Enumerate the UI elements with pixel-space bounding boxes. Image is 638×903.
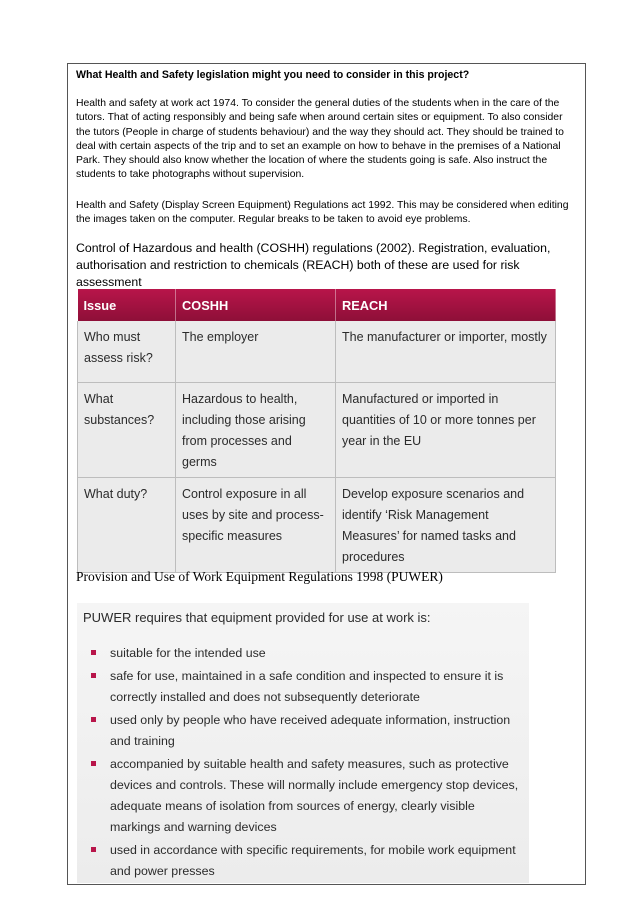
list-item [83,710,523,752]
page-heading: What Health and Safety legislation might you need to consider in this project? [76,69,470,81]
puwer-box [77,603,529,883]
table-cell-reach: The manufacturer or importer, mostly [336,321,556,383]
bullet-icon [91,761,96,766]
list-item [83,840,523,882]
table-header-row [78,289,556,321]
bullet-icon [91,673,96,678]
coshh-paragraph: Control of Hazardous and health (COSHH) regulations (2002). Registration, evaluation, authorisation and restriction to chemicals (REACH) both of these are used for risk assessment [76,241,551,289]
table-cell-coshh: Hazardous to health, including those arising from processes and germs [176,383,336,478]
table-cell-reach: Develop exposure scenarios and identify ‘Risk Management Measures’ for named tasks and procedures [336,478,556,573]
bullet-icon [91,650,96,655]
list-item [83,754,523,838]
table-cell-coshh: The employer [176,321,336,383]
table-row [78,383,556,478]
list-item [83,666,523,708]
header-reach: REACH [336,289,556,321]
puwer-intro: PUWER requires that equipment provided for use at work is: [83,610,431,625]
list-item-text: used in accordance with specific requirements, for mobile work equipment and power presses [110,843,516,878]
list-item-text: suitable for the intended use [110,646,266,660]
dse-paragraph: Health and Safety (Display Screen Equipment) Regulations act 1992. This may be considered when editing the images taken on the computer. Regular breaks to be taken to avoid eye problems. [76,200,569,226]
table-cell-reach: Manufactured or imported in quantities of 10 or more tonnes per year in the EU [336,383,556,478]
bullet-icon [91,847,96,852]
table-row [78,478,556,573]
table-cell-coshh: Control exposure in all uses by site and process-specific measures [176,478,336,573]
table-row [78,321,556,383]
list-item-text: accompanied by suitable health and safety measures, such as protective devices and controls. These will normally include emergency stop devices, adequate means of isolation from sources of energy, clearly visible markings and warning devices [110,757,519,834]
list-item-text: used only by people who have received adequate information, instruction and training [110,713,511,748]
table-cell-issue: Who must assess risk? [78,321,176,383]
list-item [83,643,523,664]
hsawa-paragraph: Health and safety at work act 1974. To consider the general duties of the students when in the care of the tutors. That of acting responsibly and being safe when around certain sites or equipment. To also consider the tutors (People in charge of students behaviour) and the way they should act. They should be trained to deal with certain aspects of the trip and to set an example on how to behave in the premises of a National Park. They should also know whether the location of where the students going is safe. Also instruct the students to take photographs without supervision. [76,98,564,181]
header-coshh: COSHH [176,289,336,321]
puwer-list [83,643,523,884]
puwer-title: Provision and Use of Work Equipment Regulations 1998 (PUWER) [76,569,443,584]
table-cell-issue: What duty? [78,478,176,573]
coshh-reach-table [77,289,556,573]
header-issue: Issue [78,289,176,321]
bullet-icon [91,717,96,722]
list-item-text: safe for use, maintained in a safe condition and inspected to ensure it is correctly installed and does not subsequently deteriorate [110,669,504,704]
table-cell-issue: What substances? [78,383,176,478]
